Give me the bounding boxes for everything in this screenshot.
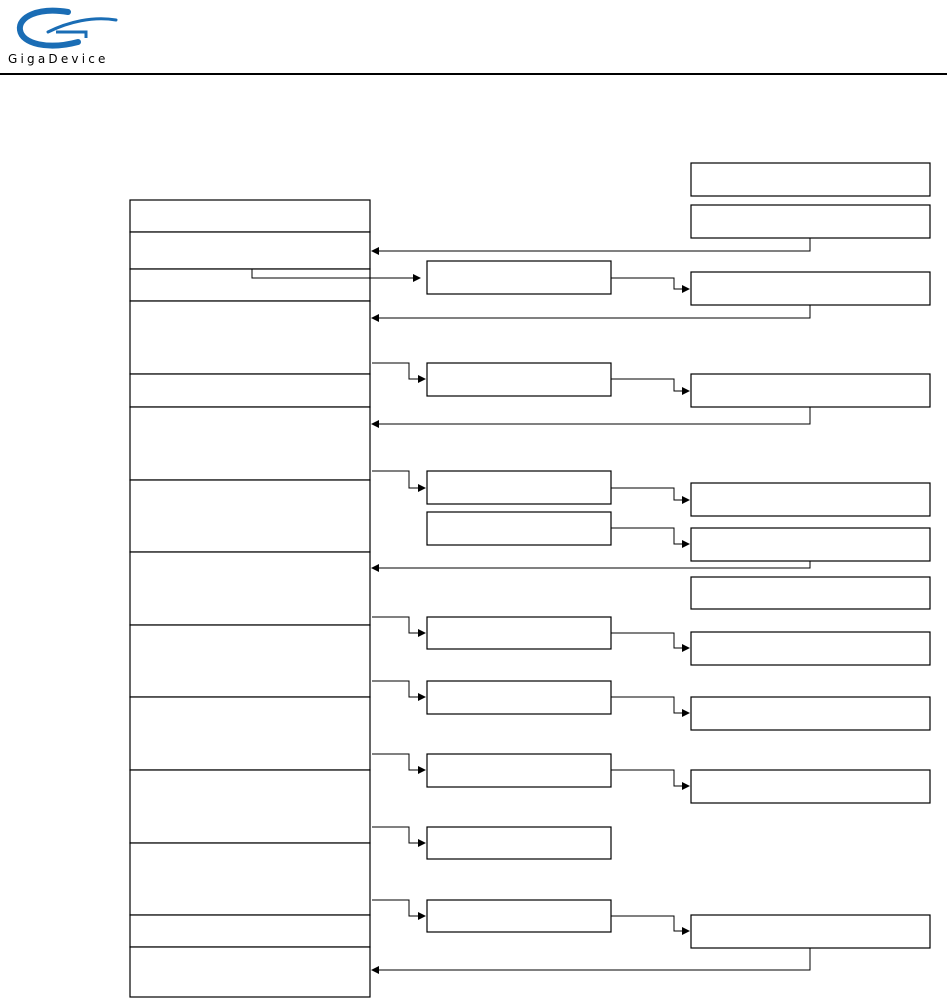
middle-box-M4 — [427, 617, 611, 649]
arrow-left-to-middle-4 — [372, 681, 425, 697]
arrow-middle-to-right-1 — [611, 379, 689, 391]
arrow-middle-to-right-6 — [611, 770, 689, 786]
left-box-L10 — [130, 770, 370, 843]
left-box-L11 — [130, 843, 370, 915]
arrow-left-to-middle-6 — [372, 827, 425, 843]
arrow-middle-to-right-3 — [611, 528, 689, 544]
arrow-middle-to-right-5 — [611, 697, 689, 713]
right-box-R3 — [691, 374, 930, 407]
left-box-L4 — [130, 374, 370, 407]
middle-box-M2 — [427, 471, 611, 504]
right-box-R1 — [691, 205, 930, 238]
right-box-R5 — [691, 528, 930, 561]
middle-box-M6 — [427, 754, 611, 787]
arrow-middle-to-right-0 — [611, 278, 689, 289]
arrow-return-to-left-1 — [372, 305, 810, 318]
arrow-return-to-left-0 — [372, 238, 810, 251]
left-box-L8 — [130, 625, 370, 697]
left-box-L12 — [130, 915, 370, 947]
middle-box-M0 — [427, 261, 611, 294]
middle-box-M1 — [427, 363, 611, 396]
left-box-L1 — [130, 232, 370, 269]
arrow-return-to-left-3 — [372, 561, 810, 568]
arrow-middle-to-right-7 — [611, 916, 689, 931]
middle-box-M7 — [427, 827, 611, 859]
left-box-L5 — [130, 407, 370, 480]
middle-box-M8 — [427, 900, 611, 932]
arrow-return-to-left-4 — [372, 948, 810, 970]
arrow-left-to-middle-5 — [372, 754, 425, 770]
arrow-left-to-middle-2 — [372, 471, 425, 488]
right-box-R7 — [691, 632, 930, 665]
arrow-left-to-middle-3 — [372, 617, 425, 633]
left-box-L3 — [130, 301, 370, 374]
left-box-L6 — [130, 480, 370, 552]
right-box-R4 — [691, 483, 930, 516]
middle-box-M5 — [427, 681, 611, 714]
left-box-L13 — [130, 947, 370, 997]
arrow-left-to-middle-7 — [372, 900, 425, 916]
left-box-L2 — [130, 269, 370, 301]
arrow-left-to-middle-1 — [372, 363, 425, 379]
logo-text: GigaDevice — [8, 52, 109, 66]
left-box-L0 — [130, 200, 370, 232]
arrow-middle-to-right-2 — [611, 488, 689, 500]
right-box-R0 — [691, 163, 930, 196]
left-box-L9 — [130, 697, 370, 770]
arrow-middle-to-right-4 — [611, 633, 689, 648]
left-box-L7 — [130, 552, 370, 625]
middle-box-M3 — [427, 512, 611, 545]
right-box-R2 — [691, 272, 930, 305]
arrow-return-to-left-2 — [372, 407, 810, 424]
right-box-R10 — [691, 915, 930, 948]
right-box-R6 — [691, 577, 930, 609]
right-box-R8 — [691, 697, 930, 730]
right-box-R9 — [691, 770, 930, 803]
